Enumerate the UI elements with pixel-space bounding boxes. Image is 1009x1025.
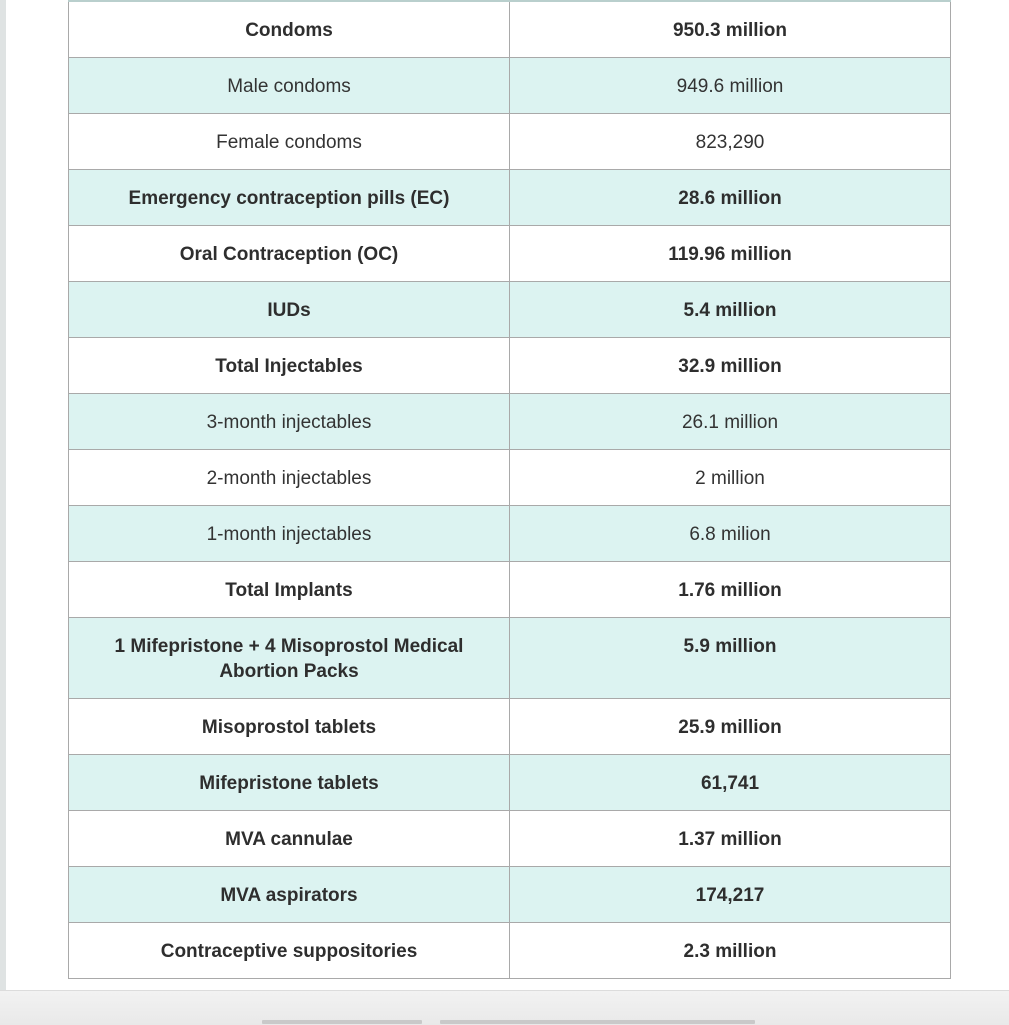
value-cell: 26.1 million [510,394,951,450]
table-row [69,114,951,170]
table-row [69,338,951,394]
value-cell: 174,217 [510,867,951,923]
item-cell: Contraceptive suppositories [69,923,510,979]
item-cell: Emergency contraception pills (EC) [69,170,510,226]
footer-link-fragment[interactable] [440,1020,755,1024]
item-cell: Condoms [69,1,510,58]
item-cell: Total Implants [69,562,510,618]
value-cell: 25.9 million [510,699,951,755]
table-row [69,170,951,226]
table-row [69,562,951,618]
table-row [69,450,951,506]
item-cell: Male condoms [69,58,510,114]
table-row [69,618,951,699]
item-cell: Oral Contraception (OC) [69,226,510,282]
commodities-table [68,0,951,979]
table-row [69,394,951,450]
item-cell: Misoprostol tablets [69,699,510,755]
value-cell: 1.76 million [510,562,951,618]
item-cell: IUDs [69,282,510,338]
table-row [69,58,951,114]
item-cell: 2-month injectables [69,450,510,506]
table-row [69,923,951,979]
table-row [69,755,951,811]
value-cell: 6.8 milion [510,506,951,562]
value-cell: 823,290 [510,114,951,170]
value-cell: 28.6 million [510,170,951,226]
item-cell: Female condoms [69,114,510,170]
value-cell: 5.9 million [510,618,951,699]
table-row [69,282,951,338]
table-row [69,506,951,562]
item-cell: 3-month injectables [69,394,510,450]
item-cell: 1 Mifepristone + 4 Misoprostol Medical Abortion Packs [69,618,510,699]
item-cell: Mifepristone tablets [69,755,510,811]
value-cell: 2 million [510,450,951,506]
value-cell: 2.3 million [510,923,951,979]
table-row [69,226,951,282]
table-row [69,1,951,58]
item-cell: Total Injectables [69,338,510,394]
table-row [69,811,951,867]
value-cell: 61,741 [510,755,951,811]
footer-link-fragment[interactable] [262,1020,422,1024]
item-cell: MVA cannulae [69,811,510,867]
value-cell: 949.6 million [510,58,951,114]
value-cell: 5.4 million [510,282,951,338]
value-cell: 119.96 million [510,226,951,282]
value-cell: 950.3 million [510,1,951,58]
item-cell: MVA aspirators [69,867,510,923]
table-row [69,867,951,923]
item-cell: 1-month injectables [69,506,510,562]
value-cell: 32.9 million [510,338,951,394]
value-cell: 1.37 million [510,811,951,867]
table-row [69,699,951,755]
